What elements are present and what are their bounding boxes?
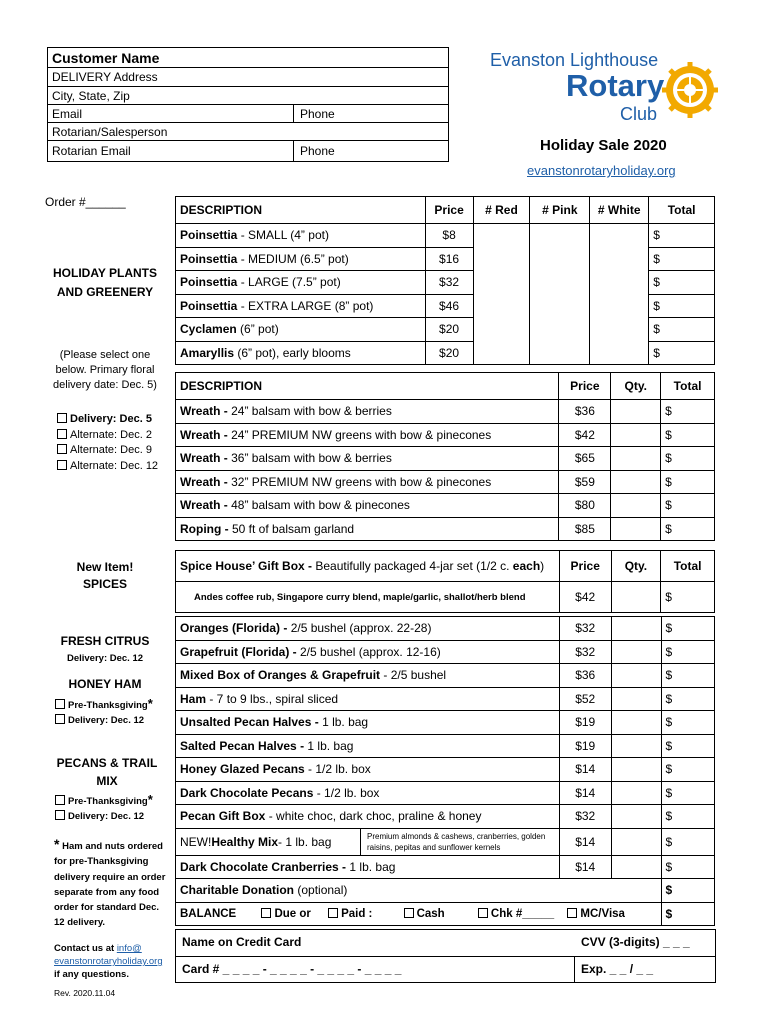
item-description: Wreath - 36” balsam with bow & berries bbox=[176, 447, 559, 471]
healthy-mix-description: NEW! Healthy Mix - 1 lb. bag Premium almonds & cashews, cranberries, golden raisins, pepitas and sunflower kernels bbox=[176, 828, 560, 855]
item-description: Amaryllis (6” pot), early blooms bbox=[176, 341, 426, 365]
customer-name-field[interactable] bbox=[48, 48, 448, 68]
paid-option[interactable]: Paid : bbox=[328, 908, 372, 920]
qty-cell[interactable] bbox=[611, 805, 661, 829]
plants-header-pink: # Pink bbox=[530, 197, 590, 224]
card-number-label[interactable]: Card # _ _ _ _ - _ _ _ _ - _ _ _ _ - _ _ _ _ bbox=[182, 962, 402, 976]
plants-header-price: Price bbox=[425, 197, 473, 224]
item-total[interactable]: $ bbox=[661, 734, 714, 758]
table-row bbox=[176, 517, 715, 541]
item-total[interactable]: $ bbox=[661, 855, 714, 879]
sale-title: Holiday Sale 2020 bbox=[540, 137, 667, 154]
customer-info-box bbox=[47, 47, 449, 162]
checkbox[interactable] bbox=[57, 429, 67, 439]
item-total[interactable]: $ bbox=[661, 758, 714, 782]
check-option[interactable]: Chk #_____ bbox=[478, 908, 554, 920]
qty-cell[interactable] bbox=[611, 447, 661, 471]
alternate-dec9-option[interactable]: Alternate: Dec. 9 bbox=[57, 443, 158, 459]
item-price: $42 bbox=[559, 582, 611, 613]
qty-cell[interactable] bbox=[611, 494, 661, 518]
email-phone-row[interactable] bbox=[48, 105, 448, 123]
website-link[interactable]: evanstonrotaryholiday.org bbox=[527, 163, 676, 178]
delivery-address-field[interactable] bbox=[48, 68, 448, 87]
balance-cell bbox=[176, 902, 662, 926]
item-total[interactable]: $ bbox=[661, 582, 715, 613]
item-total[interactable]: $ bbox=[649, 294, 715, 318]
city-state-zip-field[interactable] bbox=[48, 87, 448, 105]
cc-name-label: Name on Credit Card bbox=[182, 935, 302, 949]
table-row bbox=[176, 582, 715, 613]
mc-visa-option[interactable]: MC/Visa bbox=[567, 908, 625, 920]
table-row bbox=[176, 494, 715, 518]
item-description: Grapefruit (Florida) - 2/5 bushel (approx. 12-16) bbox=[176, 640, 560, 664]
table-row bbox=[176, 828, 715, 855]
checkbox[interactable] bbox=[57, 460, 67, 470]
item-description: Poinsettia - EXTRA LARGE (8” pot) bbox=[176, 294, 426, 318]
item-description: Salted Pecan Halves - 1 lb. bag bbox=[176, 734, 560, 758]
spices-table bbox=[175, 550, 715, 613]
qty-cell[interactable] bbox=[611, 711, 661, 735]
item-price: $14 bbox=[559, 758, 611, 782]
qty-cell[interactable] bbox=[611, 640, 661, 664]
table-row bbox=[176, 664, 715, 688]
rotarian-email-row[interactable] bbox=[48, 141, 448, 161]
item-total[interactable]: $ bbox=[649, 271, 715, 295]
ham-dec12-option[interactable]: Delivery: Dec. 12 bbox=[55, 713, 153, 728]
plants-header-white: # White bbox=[590, 197, 649, 224]
item-total[interactable]: $ bbox=[661, 470, 715, 494]
pink-qty-cell[interactable] bbox=[530, 224, 590, 365]
exp-label[interactable]: Exp. _ _ / _ _ bbox=[581, 962, 654, 976]
qty-cell[interactable] bbox=[611, 582, 661, 613]
table-row bbox=[176, 758, 715, 782]
item-price: $8 bbox=[425, 224, 473, 248]
rotarian-label: Rotarian/Salesperson bbox=[52, 125, 168, 139]
item-price: $32 bbox=[559, 640, 611, 664]
item-description: Poinsettia - LARGE (7.5” pot) bbox=[176, 271, 426, 295]
checkbox[interactable] bbox=[328, 908, 338, 918]
spices-header-total: Total bbox=[661, 551, 715, 582]
cash-option[interactable]: Cash bbox=[404, 908, 445, 920]
item-total[interactable]: $ bbox=[661, 711, 714, 735]
item-price: $14 bbox=[559, 781, 611, 805]
pecan-options bbox=[55, 792, 153, 824]
item-price: $20 bbox=[425, 341, 473, 365]
credit-card-box bbox=[175, 929, 716, 983]
ham-section-title: HONEY HAM bbox=[68, 677, 142, 691]
item-price: $32 bbox=[559, 805, 611, 829]
plants-header-red: # Red bbox=[473, 197, 530, 224]
table-row bbox=[176, 470, 715, 494]
donation-description: Charitable Donation (optional) bbox=[176, 879, 662, 903]
qty-cell[interactable] bbox=[611, 855, 661, 879]
greenery-header-description: DESCRIPTION bbox=[176, 373, 559, 400]
item-price: $36 bbox=[559, 664, 611, 688]
qty-cell[interactable] bbox=[611, 734, 661, 758]
citrus-section-title: FRESH CITRUS bbox=[60, 634, 150, 648]
city-label: City, State, Zip bbox=[52, 89, 130, 103]
qty-cell[interactable] bbox=[611, 664, 661, 688]
checkbox[interactable] bbox=[55, 810, 65, 820]
qty-cell[interactable] bbox=[611, 781, 661, 805]
ham-nuts-note: * Ham and nuts ordered for pre-Thanksgiving delivery require an order separate from any food order for standard Dec. 12 delivery. bbox=[54, 836, 166, 929]
checkbox[interactable] bbox=[57, 444, 67, 454]
item-description: Ham - 7 to 9 lbs., spiral sliced bbox=[176, 687, 560, 711]
item-description: Poinsettia - SMALL (4” pot) bbox=[176, 224, 426, 248]
item-description: Unsalted Pecan Halves - 1 lb. bag bbox=[176, 711, 560, 735]
balance-row bbox=[176, 902, 715, 926]
qty-cell[interactable] bbox=[611, 470, 661, 494]
balance-label: BALANCE bbox=[180, 907, 237, 920]
contact-note: Contact us at info@ evanstonrotaryholiday.org if any questions. bbox=[54, 943, 163, 980]
table-row bbox=[176, 855, 715, 879]
checkbox[interactable] bbox=[567, 908, 577, 918]
donation-total[interactable]: $ bbox=[661, 879, 714, 903]
order-number-label[interactable]: Order #______ bbox=[45, 195, 126, 209]
item-price: $19 bbox=[559, 711, 611, 735]
plants-section-title: HOLIDAY PLANTS AND GREENERY bbox=[52, 266, 157, 299]
plants-header-description: DESCRIPTION bbox=[176, 197, 426, 224]
rotary-wheel-icon bbox=[660, 60, 720, 120]
item-price: $65 bbox=[559, 447, 611, 471]
citrus-delivery: Delivery: Dec. 12 bbox=[66, 653, 144, 664]
qty-cell[interactable] bbox=[611, 617, 661, 641]
item-total[interactable]: $ bbox=[661, 447, 715, 471]
item-description: Wreath - 32” PREMIUM NW greens with bow & pinecones bbox=[176, 470, 559, 494]
item-description: Dark Chocolate Pecans - 1/2 lb. box bbox=[176, 781, 560, 805]
item-price: $14 bbox=[559, 828, 611, 855]
delivery-dec5-option[interactable]: Delivery: Dec. 5 bbox=[57, 412, 158, 428]
item-total[interactable]: $ bbox=[649, 341, 715, 365]
logo-rotary: Rotary bbox=[566, 68, 665, 103]
greenery-header-qty: Qty. bbox=[611, 373, 661, 400]
checkbox[interactable] bbox=[55, 795, 65, 805]
cvv-label[interactable]: CVV (3-digits) _ _ _ bbox=[581, 935, 690, 949]
spice-blends: Andes coffee rub, Singapore curry blend, maple/garlic, shallot/herb blend bbox=[176, 582, 560, 613]
greenery-header-total: Total bbox=[661, 373, 715, 400]
pecans-dec12-option[interactable]: Delivery: Dec. 12 bbox=[55, 809, 153, 824]
qty-cell[interactable] bbox=[611, 400, 661, 424]
checkbox[interactable] bbox=[55, 714, 65, 724]
qty-cell[interactable] bbox=[611, 517, 661, 541]
card-number-row[interactable] bbox=[176, 957, 715, 982]
checkbox[interactable] bbox=[404, 908, 414, 918]
contact-email-link[interactable]: info@ evanstonrotaryholiday.org bbox=[54, 943, 163, 967]
item-description: Honey Glazed Pecans - 1/2 lb. box bbox=[176, 758, 560, 782]
item-description: Mixed Box of Oranges & Grapefruit - 2/5 bushel bbox=[176, 664, 560, 688]
exp-divider bbox=[574, 956, 575, 982]
item-total[interactable]: $ bbox=[661, 805, 714, 829]
item-price: $46 bbox=[425, 294, 473, 318]
checkbox[interactable] bbox=[478, 908, 488, 918]
plants-table bbox=[175, 196, 715, 365]
item-price: $14 bbox=[559, 855, 611, 879]
item-total[interactable]: $ bbox=[661, 494, 715, 518]
phone2-label: Phone bbox=[293, 141, 335, 161]
item-total[interactable]: $ bbox=[661, 617, 714, 641]
greenery-table bbox=[175, 372, 715, 541]
logo-club: Club bbox=[620, 104, 658, 124]
spices-header-qty: Qty. bbox=[611, 551, 661, 582]
checkbox[interactable] bbox=[57, 413, 67, 423]
item-price: $59 bbox=[559, 470, 611, 494]
table-row bbox=[176, 734, 715, 758]
food-table bbox=[175, 616, 715, 926]
item-total[interactable]: $ bbox=[661, 828, 714, 855]
item-total[interactable]: $ bbox=[649, 318, 715, 342]
item-price: $36 bbox=[559, 400, 611, 424]
item-description: Wreath - 48” balsam with bow & pinecones bbox=[176, 494, 559, 518]
alternate-dec2-option[interactable]: Alternate: Dec. 2 bbox=[57, 428, 158, 444]
qty-cell[interactable] bbox=[611, 828, 661, 855]
item-description: Oranges (Florida) - 2/5 bushel (approx. 22-28) bbox=[176, 617, 560, 641]
item-price: $85 bbox=[559, 517, 611, 541]
table-row bbox=[176, 711, 715, 735]
cc-name-row[interactable] bbox=[176, 930, 715, 957]
table-row bbox=[176, 640, 715, 664]
item-description: Dark Chocolate Cranberries - 1 lb. bag bbox=[176, 855, 560, 879]
item-total[interactable]: $ bbox=[649, 247, 715, 271]
item-price: $32 bbox=[559, 617, 611, 641]
spices-section-title: New Item! SPICES bbox=[76, 560, 134, 591]
balance-total[interactable]: $ bbox=[661, 902, 714, 926]
item-total[interactable]: $ bbox=[661, 781, 714, 805]
red-qty-cell[interactable] bbox=[473, 224, 530, 365]
rotarian-email-label: Rotarian Email bbox=[52, 144, 131, 158]
table-row bbox=[176, 879, 715, 903]
greenery-header-price: Price bbox=[559, 373, 611, 400]
table-row bbox=[176, 805, 715, 829]
floral-delivery-note: (Please select one below. Primary floral delivery date: Dec. 5) bbox=[53, 349, 157, 391]
rotarian-field[interactable] bbox=[48, 123, 448, 141]
item-total[interactable]: $ bbox=[661, 423, 715, 447]
logo-line1: Evanston Lighthouse bbox=[490, 50, 659, 70]
item-price: $80 bbox=[559, 494, 611, 518]
pecans-section-title: PECANS & TRAIL MIX bbox=[56, 756, 158, 788]
revision-label: Rev. 2020.11.04 bbox=[54, 988, 116, 998]
plants-header-total: Total bbox=[649, 197, 715, 224]
item-description: Wreath - 24” balsam with bow & berries bbox=[176, 400, 559, 424]
customer-name-label: Customer Name bbox=[52, 50, 160, 66]
item-price: $52 bbox=[559, 687, 611, 711]
healthy-mix-note: Premium almonds & cashews, cranberries, golden raisins, pepitas and sunflower kernels bbox=[367, 831, 546, 852]
item-description: Roping - 50 ft of balsam garland bbox=[176, 517, 559, 541]
qty-cell[interactable] bbox=[611, 423, 661, 447]
item-price: $16 bbox=[425, 247, 473, 271]
spice-box-description: Spice House’ Gift Box - Beautifully packaged 4-jar set (1/2 c. each) bbox=[176, 551, 560, 582]
item-description: Pecan Gift Box - white choc, dark choc, praline & honey bbox=[176, 805, 560, 829]
checkbox[interactable] bbox=[261, 908, 271, 918]
table-row bbox=[176, 781, 715, 805]
floral-delivery-options bbox=[57, 412, 158, 474]
white-qty-cell[interactable] bbox=[590, 224, 649, 365]
pecans-pre-thanksgiving-option[interactable]: Pre-Thanksgiving* bbox=[55, 792, 153, 809]
table-row bbox=[176, 224, 715, 248]
qty-cell[interactable] bbox=[611, 687, 661, 711]
item-total[interactable]: $ bbox=[649, 224, 715, 248]
spices-header-price: Price bbox=[559, 551, 611, 582]
checkbox[interactable] bbox=[55, 699, 65, 709]
item-price: $19 bbox=[559, 734, 611, 758]
item-description: Cyclamen (6” pot) bbox=[176, 318, 426, 342]
item-price: $20 bbox=[425, 318, 473, 342]
item-total[interactable]: $ bbox=[661, 687, 714, 711]
alternate-dec12-option[interactable]: Alternate: Dec. 12 bbox=[57, 459, 158, 475]
table-row bbox=[176, 617, 715, 641]
ham-options bbox=[55, 696, 153, 728]
item-total[interactable]: $ bbox=[661, 640, 714, 664]
item-total[interactable]: $ bbox=[661, 517, 715, 541]
table-row bbox=[176, 400, 715, 424]
item-description: Wreath - 24” PREMIUM NW greens with bow & pinecones bbox=[176, 423, 559, 447]
item-total[interactable]: $ bbox=[661, 664, 714, 688]
item-total[interactable]: $ bbox=[661, 400, 715, 424]
phone-label: Phone bbox=[293, 105, 335, 122]
item-price: $42 bbox=[559, 423, 611, 447]
table-row bbox=[176, 423, 715, 447]
table-row bbox=[176, 687, 715, 711]
item-price: $32 bbox=[425, 271, 473, 295]
due-option[interactable]: Due or bbox=[261, 908, 310, 920]
email-label: Email bbox=[52, 107, 83, 121]
ham-pre-thanksgiving-option[interactable]: Pre-Thanksgiving* bbox=[55, 696, 153, 713]
table-row bbox=[176, 447, 715, 471]
delivery-address-label: DELIVERY Address bbox=[52, 70, 158, 84]
qty-cell[interactable] bbox=[611, 758, 661, 782]
item-description: Poinsettia - MEDIUM (6.5” pot) bbox=[176, 247, 426, 271]
